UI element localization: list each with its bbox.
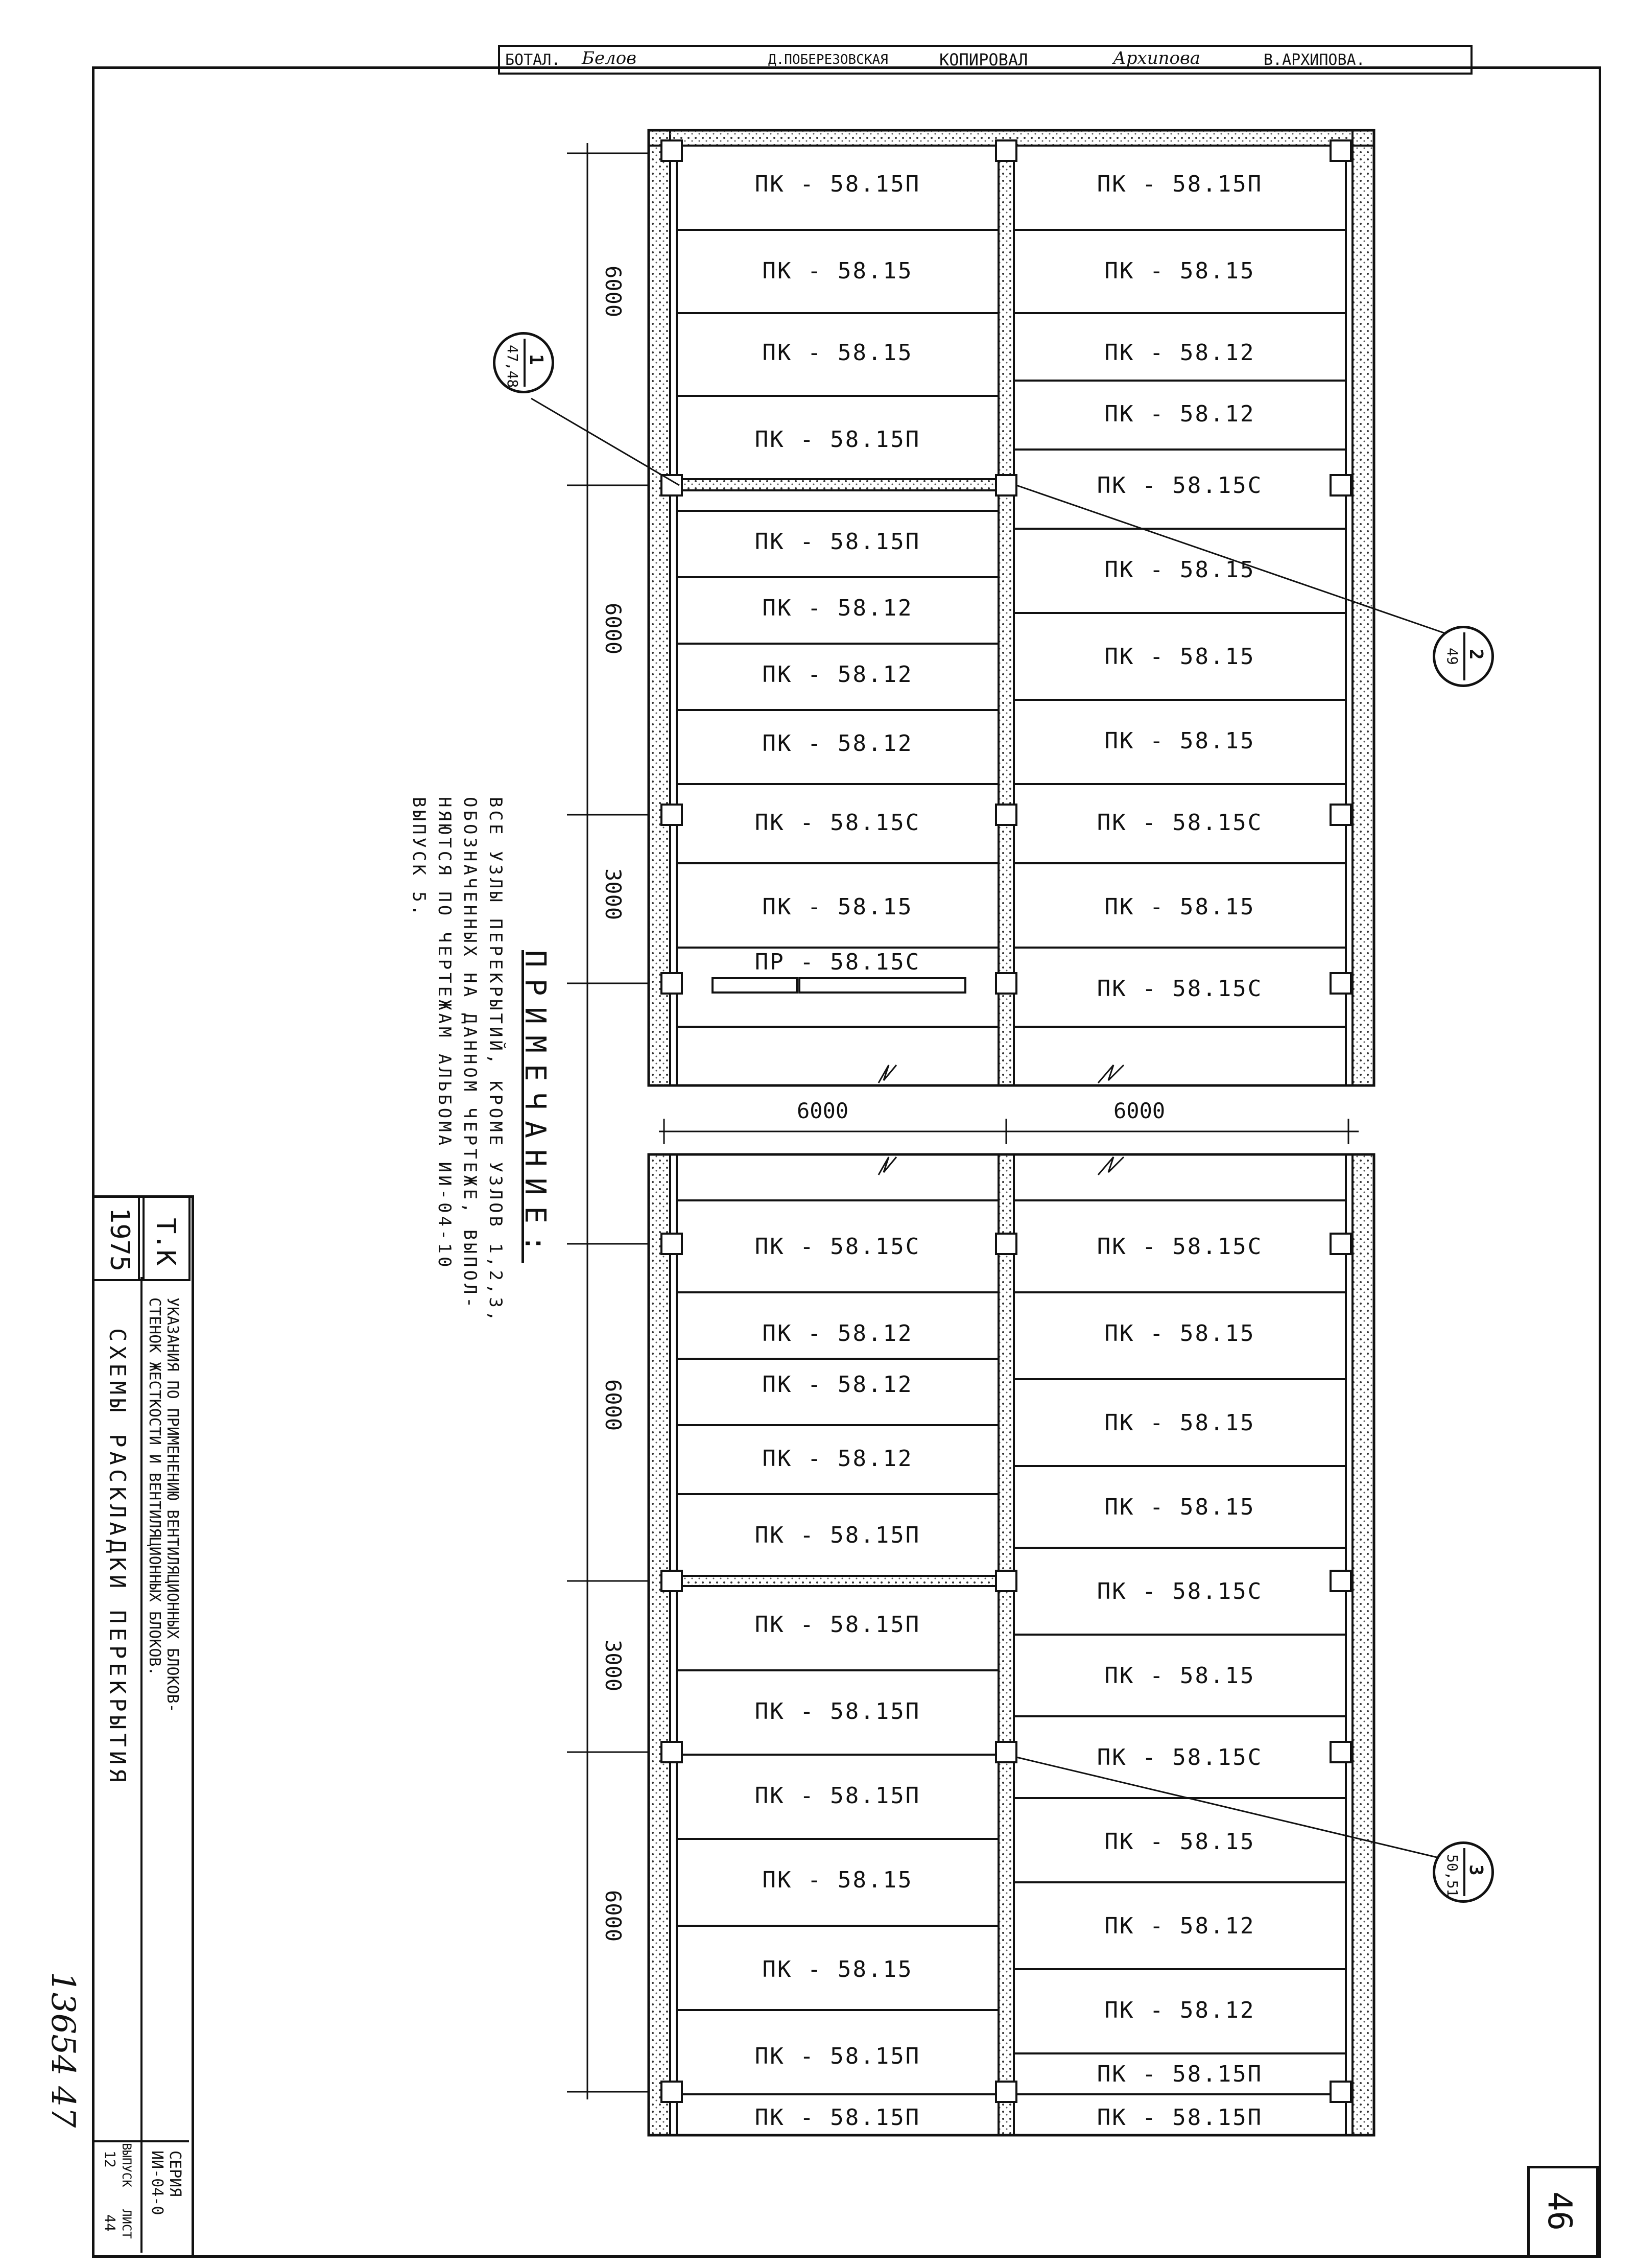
callout-node-2-number: 2 — [1465, 649, 1486, 660]
note-line-2: ОБОЗНАЧЕННЫХ НА ДАННОМ ЧЕРТЕЖЕ, ВЫПОЛ- — [460, 797, 480, 1311]
slab-label: ПК - 58.12 — [762, 595, 913, 621]
callout-node-2 — [1433, 626, 1494, 687]
slab-label: ПК - 58.15П — [1097, 2104, 1263, 2131]
slab-label: ПК - 58.15 — [762, 257, 913, 284]
slab-label: ПК - 58.15П — [1097, 2061, 1263, 2087]
title-block-description-1: УКАЗАНИЯ ПО ПРИМЕНЕНИЮ ВЕНТИЛЯЦИОННЫХ БЛОКОВ- — [163, 1297, 181, 1713]
slab-label: ПК - 58.15 — [1104, 1409, 1255, 1436]
dim-upper-bay-3: 3000 — [601, 868, 626, 920]
dim-span-right: 6000 — [1113, 1098, 1166, 1123]
dim-lower-bay-3: 6000 — [601, 1890, 626, 1942]
slab-label: ПК - 58.15 — [1104, 257, 1255, 284]
slab-label: ПК - 58.12 — [1104, 339, 1255, 366]
title-block-issue-label: ВЫПУСК — [120, 2143, 134, 2187]
slab-label: ПК - 58.15С — [754, 1233, 921, 1260]
approval-name-1: Д.ПОБЕРЕЗОВСКАЯ — [768, 52, 888, 67]
slab-label: ПК - 58.12 — [762, 661, 913, 688]
slab-label: ПК - 58.15П — [1097, 171, 1263, 197]
callout-node-3 — [1433, 1841, 1494, 1903]
title-block-sheet-value: 44 — [102, 2214, 118, 2232]
slab-label: ПК - 58.15 — [1104, 1494, 1255, 1520]
slab-label: ПК - 58.15С — [1097, 975, 1263, 1002]
callout-node-2-sheet: 49 — [1444, 648, 1461, 665]
slab-label: ПК - 58.15 — [762, 893, 913, 920]
callout-node-1-number: 1 — [526, 354, 547, 365]
title-block-series-label: СЕРИЯ — [166, 2151, 184, 2197]
approval-signature-2: Архипова — [1113, 48, 1201, 68]
slab-label: ПК - 58.15С — [1097, 1233, 1263, 1260]
dim-upper-bay-2: 6000 — [601, 603, 626, 655]
archive-number: 13654 47 — [44, 1972, 82, 2128]
slab-label: ПК - 58.15С — [1097, 809, 1263, 836]
note-block — [406, 797, 552, 1359]
dim-lower-bay-2: 3000 — [601, 1640, 626, 1692]
slab-label: ПК - 58.15 — [762, 339, 913, 366]
title-block-organization: Т.К — [150, 1218, 181, 1266]
dim-lower-bay-1: 6000 — [601, 1379, 626, 1431]
approval-role-2: КОПИРОВАЛ — [939, 50, 1028, 69]
callout-node-3-number: 3 — [1465, 1864, 1486, 1876]
slab-label: ПК - 58.15С — [1097, 1744, 1263, 1770]
slab-label: ПК - 58.15П — [754, 1522, 921, 1548]
callout-node-1 — [493, 332, 554, 393]
title-block-description-2: СТЕНОК ЖЕСТКОСТИ И ВЕНТИЛЯЦИОННЫХ БЛОКОВ. — [146, 1297, 163, 1676]
slab-label: ПК - 58.15П — [754, 171, 921, 197]
slab-label: ПК - 58.15 — [1104, 1828, 1255, 1855]
slab-label: ПК - 58.15С — [1097, 1578, 1263, 1604]
slab-label: ПК - 58.15 — [1104, 893, 1255, 920]
note-line-4: ВЫПУСК 5. — [409, 797, 429, 919]
title-block-year: 1975 — [104, 1208, 135, 1272]
slab-label: ПК - 58.12 — [762, 730, 913, 757]
slab-label: ПК - 58.12 — [1104, 400, 1255, 427]
title-block-divider — [92, 2140, 189, 2142]
slab-label: ПК - 58.15 — [1104, 727, 1255, 754]
slab-label: ПК - 58.15 — [762, 1956, 913, 1982]
dim-upper-bay-1: 6000 — [601, 266, 626, 318]
slab-label: ПК - 58.15 — [1104, 643, 1255, 670]
title-block-year-cell — [92, 1195, 145, 1281]
title-block-drawing-title: СХЕМЫ РАСКЛАДКИ ПЕРЕКРЫТИЯ — [104, 1328, 130, 1786]
title-block-issue-value: 12 — [102, 2151, 118, 2168]
title-block-series-value: ИИ-04-0 — [148, 2151, 166, 2215]
slab-label: ПК - 58.15С — [1097, 472, 1263, 499]
slab-label: ПК - 58.15П — [754, 1782, 921, 1809]
slab-label: ПК - 58.15П — [754, 2043, 921, 2069]
title-block-org-cell — [138, 1195, 191, 1281]
slab-label: ПК - 58.15П — [754, 426, 921, 453]
slab-label: ПР - 58.15С — [754, 949, 921, 975]
slab-label: ПК - 58.12 — [762, 1371, 913, 1398]
approval-name-2: В.АРХИПОВА. — [1264, 51, 1365, 69]
slab-label: ПК - 58.15П — [754, 2104, 921, 2131]
title-block-sheet-label: ЛИСТ — [120, 2209, 134, 2239]
slab-label: ПК - 58.15П — [754, 1611, 921, 1638]
slab-label: ПК - 58.15 — [762, 1867, 913, 1893]
note-line-1: ВСЕ УЗЛЫ ПЕРЕКРЫТИЙ, КРОМЕ УЗЛОВ 1,2,3, — [485, 797, 506, 1325]
note-heading: ПРИМЕЧАНИЕ: — [518, 950, 552, 1263]
callout-node-1-sheet: 47,48 — [504, 345, 521, 388]
callout-node-3-sheet: 50,51 — [1444, 1854, 1461, 1898]
slab-label: ПК - 58.15 — [1104, 1320, 1255, 1346]
dim-span-left: 6000 — [797, 1098, 849, 1123]
title-block-divider — [140, 1277, 143, 2253]
page-number: 46 — [1540, 2191, 1578, 2231]
slab-label: ПК - 58.12 — [762, 1320, 913, 1346]
slab-label: ПК - 58.12 — [1104, 1912, 1255, 1939]
slab-label: ПК - 58.15 — [1104, 556, 1255, 583]
slab-label: ПК - 58.15С — [754, 809, 921, 836]
slab-label: ПК - 58.12 — [762, 1445, 913, 1472]
slab-label: ПК - 58.15П — [754, 528, 921, 555]
approval-signature-1: Белов — [582, 48, 637, 68]
page-number-box — [1527, 2166, 1599, 2258]
slab-label: ПК - 58.15П — [754, 1698, 921, 1724]
slab-label: ПК - 58.12 — [1104, 1997, 1255, 2023]
slab-label: ПК - 58.15 — [1104, 1662, 1255, 1689]
note-line-3: НЯЮТСЯ ПО ЧЕРТЕЖАМ АЛЬБОМА ИИ-04-10 — [434, 797, 455, 1270]
approval-role-1: БОТАЛ. — [505, 51, 561, 69]
